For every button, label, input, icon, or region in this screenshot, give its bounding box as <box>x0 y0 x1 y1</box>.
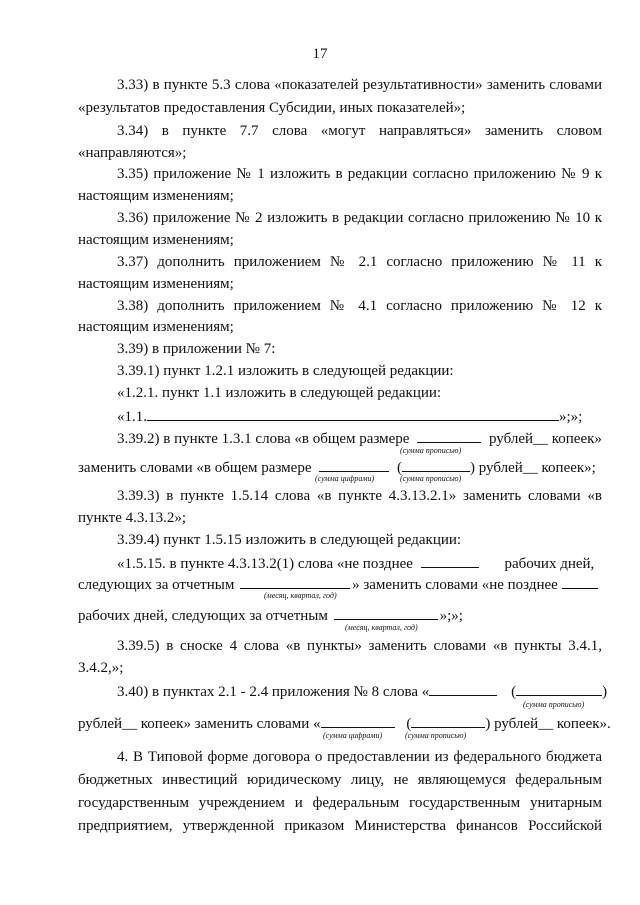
blank-field <box>411 713 485 728</box>
text-fragment: ( <box>396 460 402 476</box>
text-line: «1.2.1. пункт 1.1 изложить в следующей редакции: <box>117 385 442 401</box>
text-line: «результатов предоставления Субсидии, иных показателей»; <box>78 100 466 116</box>
text-line: 3.38) дополнить приложением № 4.1 согласно приложению № 12 к <box>117 298 602 314</box>
text-line: настоящим изменениям; <box>78 188 234 204</box>
text-line: 3.39.4) пункт 1.5.15 изложить в следующей редакции: <box>117 532 462 548</box>
text-fragment: рублей__ копеек» <box>488 431 602 447</box>
text-line <box>117 681 608 701</box>
text-line: 3.39) в приложении № 7: <box>117 341 276 357</box>
text-fragment: »;»; <box>439 608 463 624</box>
text-line: бюджетных инвестиций юридическому лицу, не являющемуся федеральным <box>78 772 602 788</box>
caption: (сумма цифрами) <box>323 731 383 740</box>
text-fragment: заменить словами «в общем размере <box>78 460 312 476</box>
blank-field <box>147 406 559 421</box>
caption: (сумма прописью) <box>400 446 462 455</box>
text-line: пункте 4.3.13.2»; <box>78 510 187 526</box>
text-fragment: ( <box>511 684 517 700</box>
text-fragment: рублей__ копеек» заменить словами « <box>78 716 321 732</box>
text-line: государственным учреждением и федеральным государственным унитарным <box>78 795 602 811</box>
text-fragment: »;»; <box>559 409 583 425</box>
text-line <box>117 428 602 448</box>
caption: (месяц, квартал, год) <box>264 591 337 600</box>
text-fragment: ) рублей__ копеек»; <box>469 460 596 476</box>
blank-field <box>402 457 470 472</box>
text-line <box>117 553 602 573</box>
text-line: «направляются»; <box>78 145 187 161</box>
text-fragment: ( <box>406 716 412 732</box>
text-line: 3.39.5) в сноске 4 слова «в пункты» заменить словами «в пункты 3.4.1, <box>117 638 602 654</box>
text-line: 3.33) в пункте 5.3 слова «показателей результативности» заменить словами <box>117 77 602 93</box>
text-line <box>78 605 602 625</box>
text-fragment: рабочих дней, <box>504 556 595 572</box>
text-fragment: ) <box>602 684 608 700</box>
text-line: 3.4.2,»; <box>78 660 124 676</box>
text-line: 3.34) в пункте 7.7 слова «могут направляться» заменить словом <box>117 123 602 139</box>
text-line: предприятием, утвержденной приказом Министерства финансов Российской <box>78 818 602 834</box>
text-fragment: рабочих дней, следующих за отчетным <box>78 608 328 624</box>
caption: (сумма цифрами) <box>315 474 375 483</box>
text-fragment: ) рублей__ копеек». <box>485 716 611 732</box>
caption: (сумма прописью) <box>400 474 462 483</box>
text-line: 3.36) приложение № 2 изложить в редакции согласно приложению № 10 к <box>117 210 602 226</box>
blank-field <box>421 553 479 568</box>
text-line: 4. В Типовой форме договора о предоставлении из федерального бюджета <box>117 749 602 765</box>
text-line: 3.37) дополнить приложением № 2.1 согласно приложению № 11 к <box>117 254 602 270</box>
page-number: 17 <box>312 46 328 62</box>
blank-field <box>319 457 389 472</box>
text-line <box>117 406 602 426</box>
blank-field <box>516 681 602 696</box>
text-fragment: «1.1. <box>117 409 147 425</box>
text-fragment: » заменить словами «не позднее <box>352 577 558 593</box>
caption: (месяц, квартал, год) <box>345 623 418 632</box>
blank-field <box>417 428 481 443</box>
text-line: 3.35) приложение № 1 изложить в редакции согласно приложению № 9 к <box>117 166 602 182</box>
text-fragment: 3.40) в пунктах 2.1 - 2.4 приложения № 8 слова « <box>117 684 430 700</box>
blank-field <box>321 713 395 728</box>
caption: (сумма прописью) <box>405 731 467 740</box>
text-line: 3.39.1) пункт 1.2.1 изложить в следующей редакции: <box>117 363 454 379</box>
blank-field <box>429 681 497 696</box>
text-line <box>78 713 611 733</box>
text-fragment: «1.5.15. в пункте 4.3.13.2(1) слова «не позднее <box>117 556 413 572</box>
caption: (сумма прописью) <box>523 700 585 709</box>
blank-field <box>562 574 598 589</box>
text-line: 3.39.3) в пункте 1.5.14 слова «в пункте 4.3.13.2.1» заменить словами «в <box>117 488 602 504</box>
text-fragment: 3.39.2) в пункте 1.3.1 слова «в общем размере <box>117 431 410 447</box>
blank-field <box>334 605 438 620</box>
text-line: настоящим изменениям; <box>78 276 234 292</box>
blank-field <box>240 574 350 589</box>
text-line <box>78 574 602 594</box>
text-line: настоящим изменениям; <box>78 232 234 248</box>
text-fragment: следующих за отчетным <box>78 577 235 593</box>
text-line: настоящим изменениям; <box>78 319 234 335</box>
